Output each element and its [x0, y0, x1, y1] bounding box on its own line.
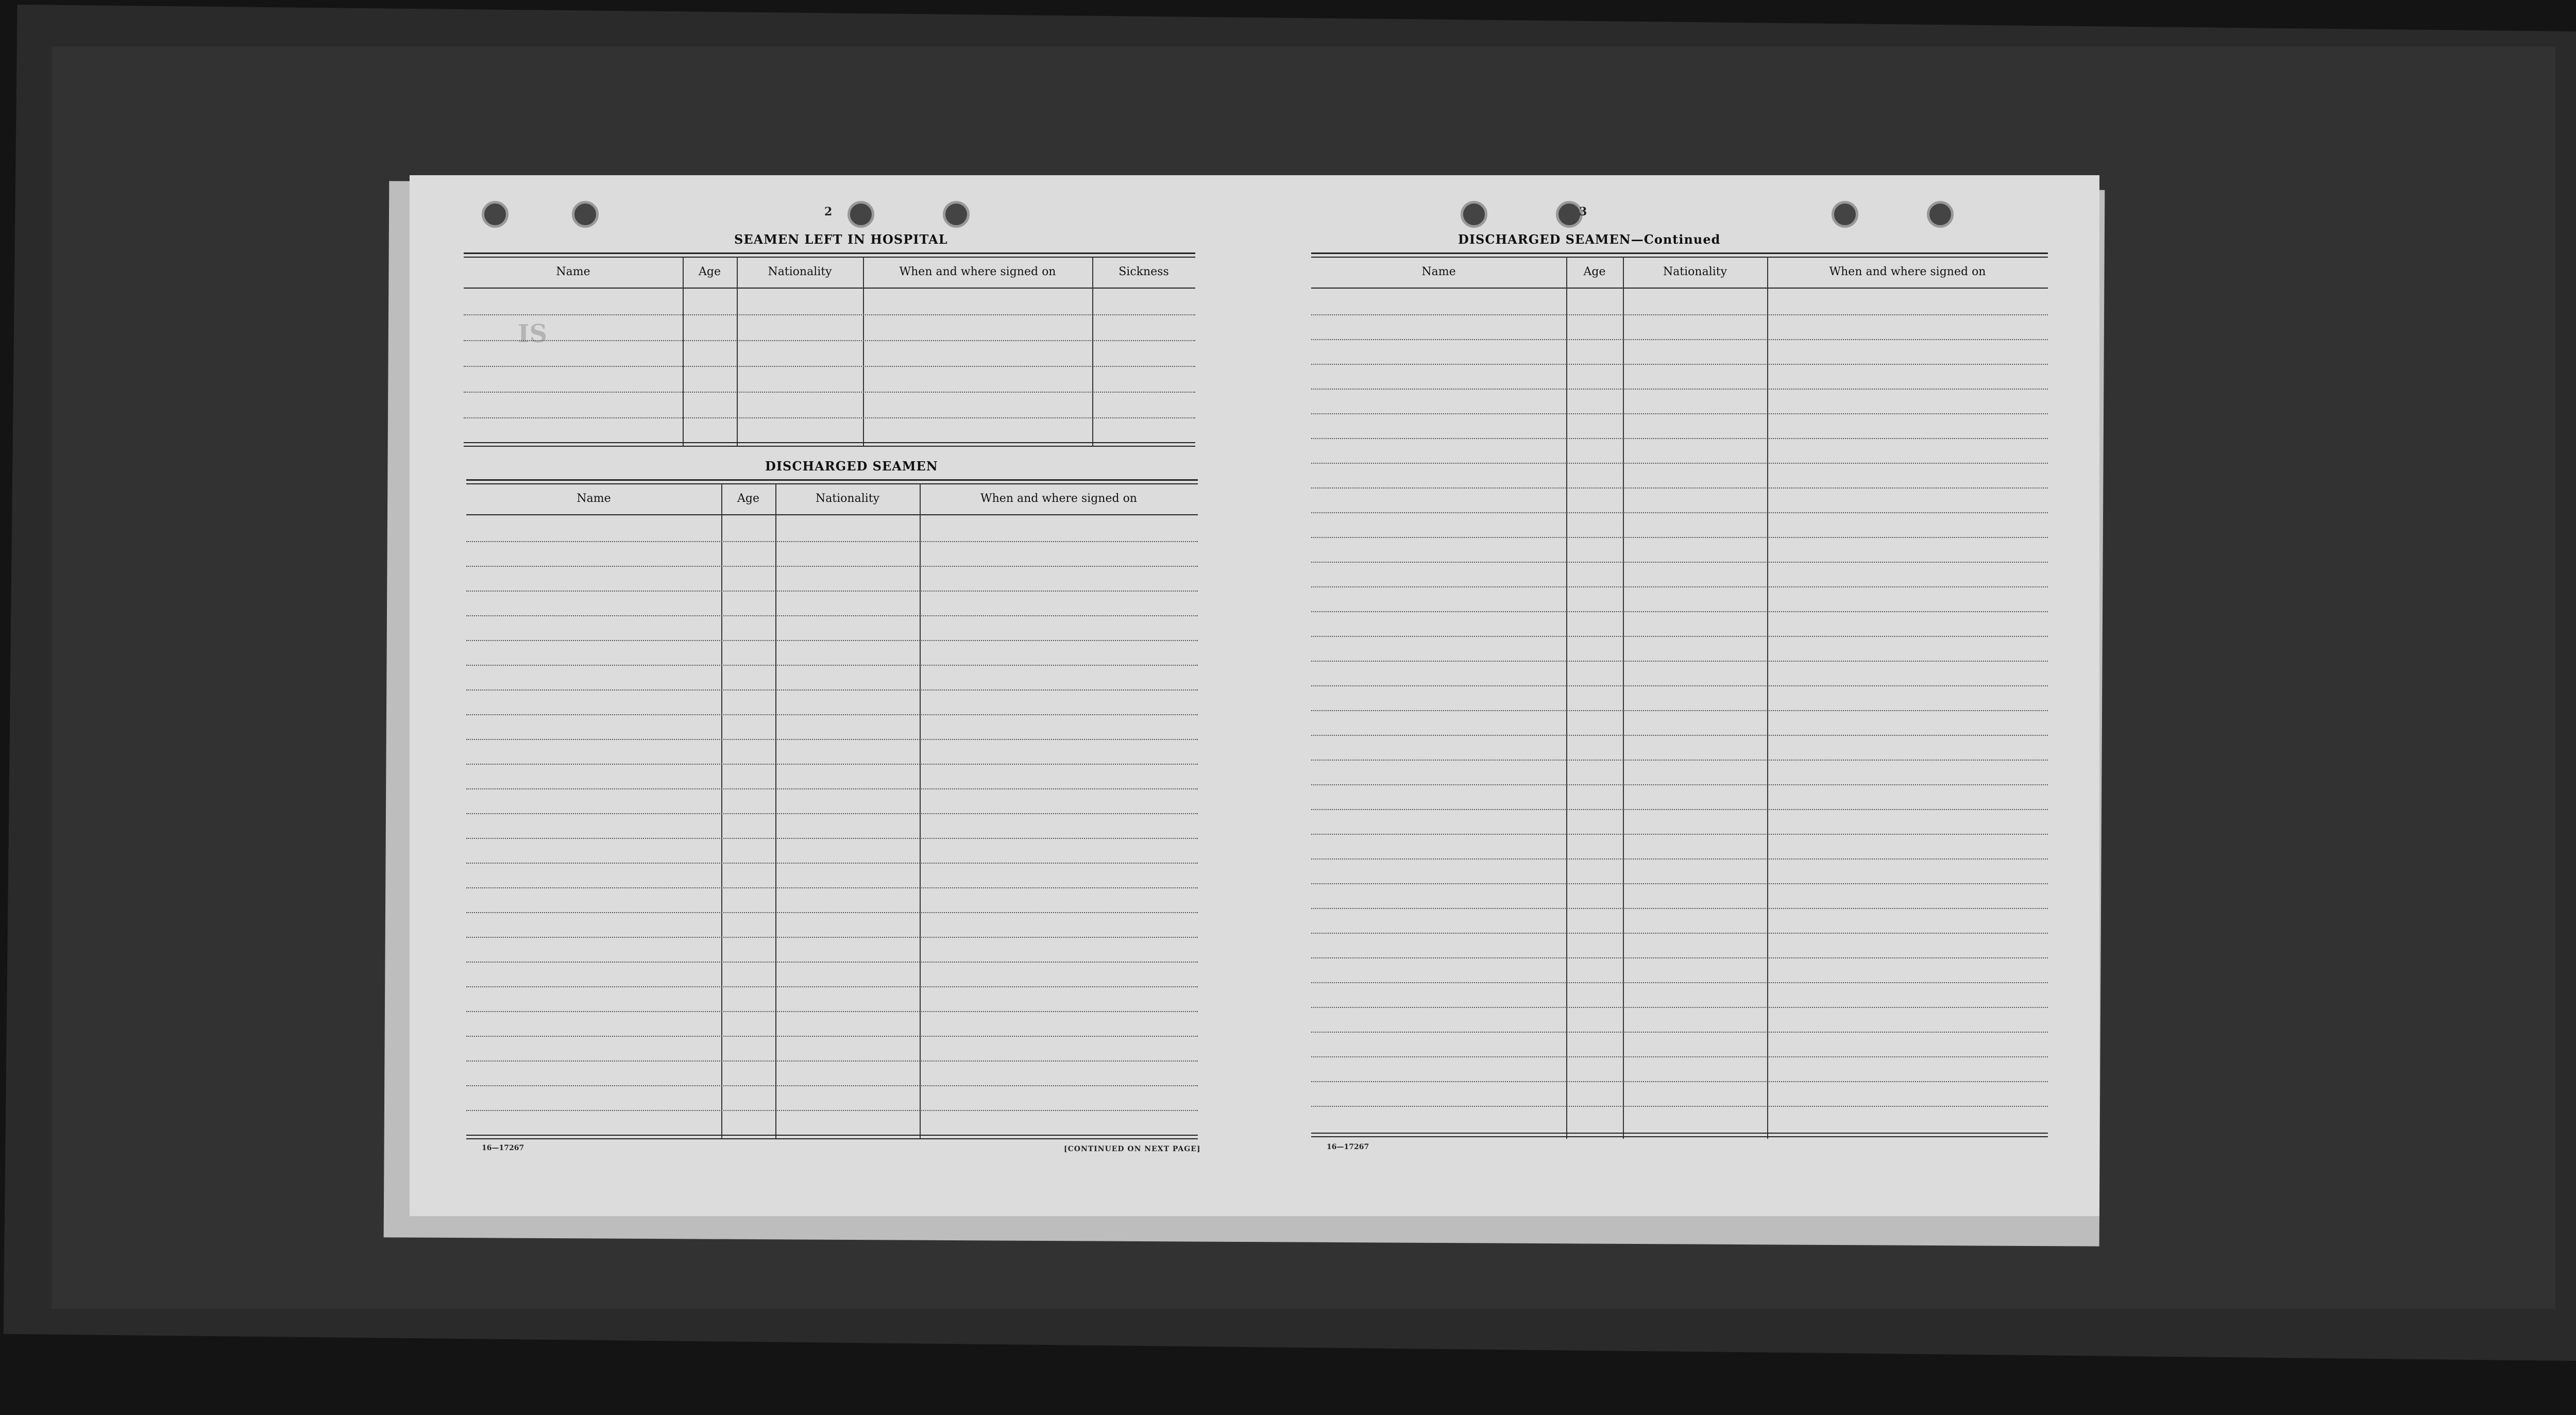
- col-age: Age: [699, 265, 721, 278]
- col-nationality: Nationality: [815, 492, 880, 505]
- punch-hole: [943, 201, 970, 228]
- col-age: Age: [1583, 265, 1606, 278]
- col-age: Age: [737, 492, 759, 505]
- punch-hole: [848, 201, 874, 228]
- form-code: 16—17267: [1327, 1143, 1369, 1151]
- bleed-through-mark: IS: [518, 319, 548, 348]
- page-number: 3: [1579, 205, 1587, 218]
- punch-hole: [482, 201, 509, 228]
- discharged-table: [466, 479, 1198, 1139]
- discharged-continued-table: [1311, 252, 2048, 1139]
- discharged-section-title: DISCHARGED SEAMEN: [765, 459, 938, 474]
- punch-hole: [1461, 201, 1487, 228]
- hospital-table: [464, 252, 1195, 446]
- document-spread: [410, 175, 2099, 1216]
- punch-hole: [1927, 201, 1954, 228]
- col-signed-on: When and where signed on: [899, 265, 1056, 278]
- discharged-continued-title: DISCHARGED SEAMEN—Continued: [1458, 232, 1721, 247]
- col-signed-on: When and where signed on: [1829, 265, 1986, 278]
- punch-hole: [1832, 201, 1858, 228]
- col-name: Name: [1421, 265, 1456, 278]
- col-nationality: Nationality: [768, 265, 832, 278]
- right-page: [1255, 175, 2099, 1216]
- col-name: Name: [577, 492, 611, 505]
- left-page: [410, 175, 1255, 1216]
- continued-note: [CONTINUED ON NEXT PAGE]: [1064, 1145, 1201, 1153]
- form-code: 16—17267: [482, 1144, 524, 1152]
- col-nationality: Nationality: [1663, 265, 1727, 278]
- col-signed-on: When and where signed on: [980, 492, 1137, 505]
- col-name: Name: [556, 265, 590, 278]
- col-sickness: Sickness: [1118, 265, 1169, 278]
- page-number: 2: [824, 205, 833, 218]
- hospital-section-title: SEAMEN LEFT IN HOSPITAL: [734, 232, 948, 247]
- punch-hole: [572, 201, 599, 228]
